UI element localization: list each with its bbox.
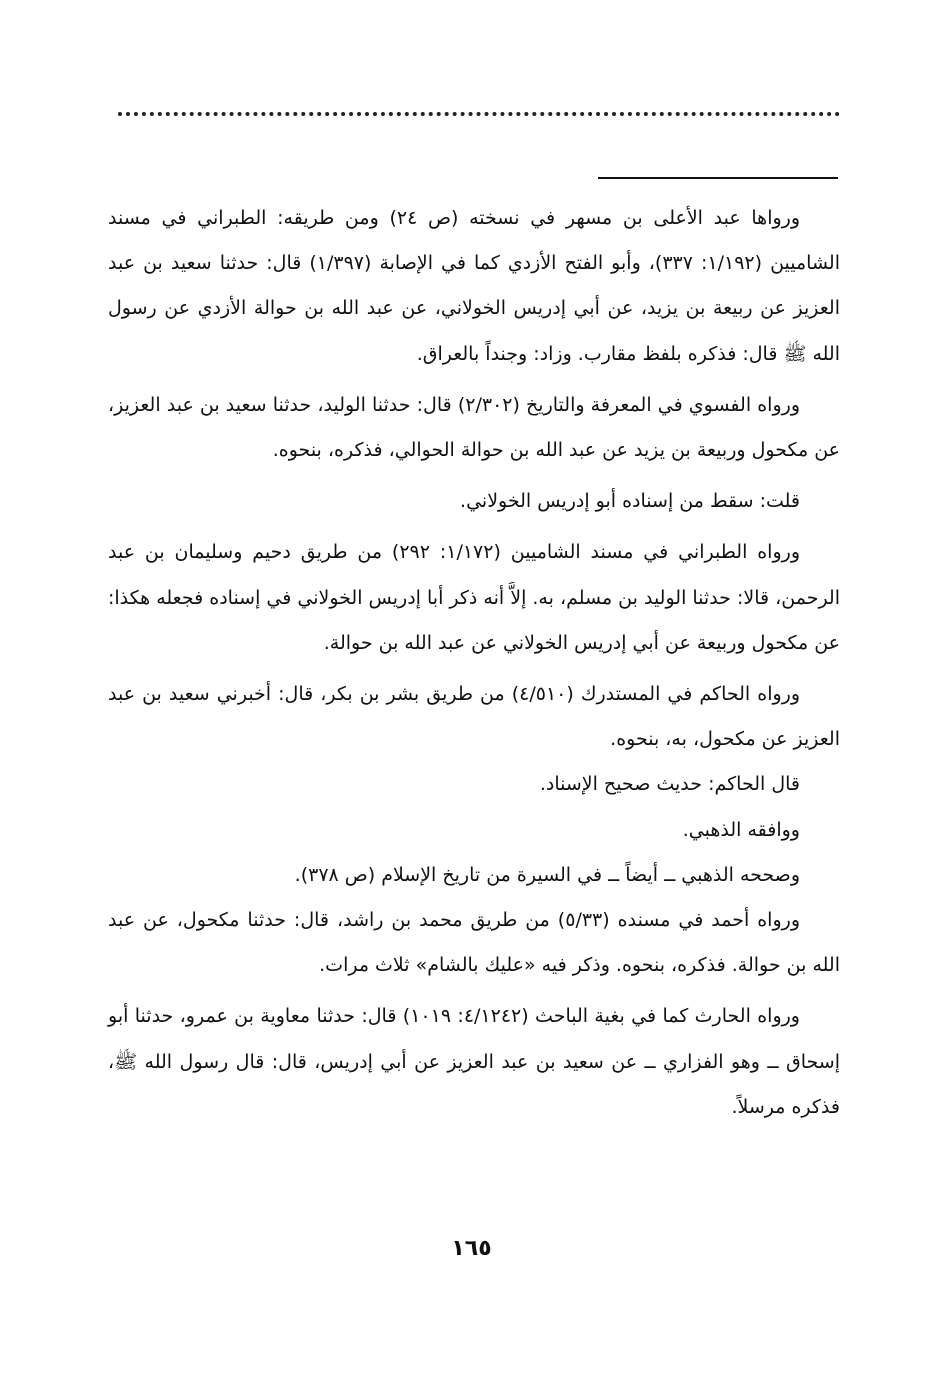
paragraph-4: ورواه الطبراني في مسند الشاميين (١/١٧٢: ٢٩٢) من طريق دحيم وسليمان بن عبد الرحمن، قالا: حدثنا الوليد بن مسلم، به. إلاَّ أنه ذكر أبا إدريس الخولاني في إسناده فجعله هكذا: عن مكحول وربيعة عن أبي إدريس الخولاني عن عبد الله بن حوالة. xyxy=(108,541,840,654)
paragraph-6: قال الحاكم: حديث صحيح الإسناد. xyxy=(539,773,800,796)
paragraph-9: ورواه أحمد في مسنده (٥/٣٣) من طريق محمد بن راشد، قال: حدثنا مكحول، عن عبد الله بن حوالة. فذكره، بنحوه. وذكر فيه «عليك بالشام» ثلاث مرات. xyxy=(108,909,840,977)
paragraph-3: قلت: سقط من إسناده أبو إدريس الخولاني. xyxy=(460,490,800,513)
paragraph-10: ورواه الحارث كما في بغية الباحث (٤/١٢٤٢: ١٠١٩) قال: حدثنا معاوية بن عمرو، حدثنا أبو إسحاق ــ وهو الفزاري ــ عن سعيد بن عبد العزيز عن أبي إدريس، قال: قال رسول الله ﷺ، فذكره مرسلاً. xyxy=(108,1005,840,1118)
paragraph-8: وصححه الذهبي ــ أيضاً ــ في السيرة من تاريخ الإسلام (ص ٣٧٨). xyxy=(294,863,800,886)
paragraph-1: ورواها عبد الأعلى بن مسهر في نسخته (ص ٢٤) ومن طريقه: الطبراني في مسند الشاميين (١/١٩٢: ٣٣٧)، وأبو الفتح الأزدي كما في الإصابة (١/٣٩٧) قال: حدثنا سعيد بن عبد العزيز عن ربيعة بن يزيد، عن أبي إدريس الخولاني، عن عبد الله بن حوالة الأزدي عن رسول الله ﷺ قال: فذكره بلفظ مقارب. وزاد: وجنداً بالعراق. xyxy=(108,207,840,365)
page-number: ١٦٥ xyxy=(451,1236,492,1261)
dotted-separator xyxy=(118,112,840,116)
paragraph-2: ورواه الفسوي في المعرفة والتاريخ (٢/٣٠٢) قال: حدثنا الوليد، حدثنا سعيد بن عبد العزيز، عن مكحول وربيعة بن يزيد عن عبد الله بن حوالة الحوالي، فذكره، بنحوه. xyxy=(108,393,840,462)
paragraph-5: ورواه الحاكم في المستدرك (٤/٥١٠) من طريق بشر بن بكر، قال: أخبرني سعيد بن عبد العزيز عن مكحول، به، بنحوه. xyxy=(108,683,840,751)
footnote-rule xyxy=(598,177,838,179)
footnote-text xyxy=(108,196,840,1136)
paragraph-7: ووافقه الذهبي. xyxy=(682,818,800,841)
